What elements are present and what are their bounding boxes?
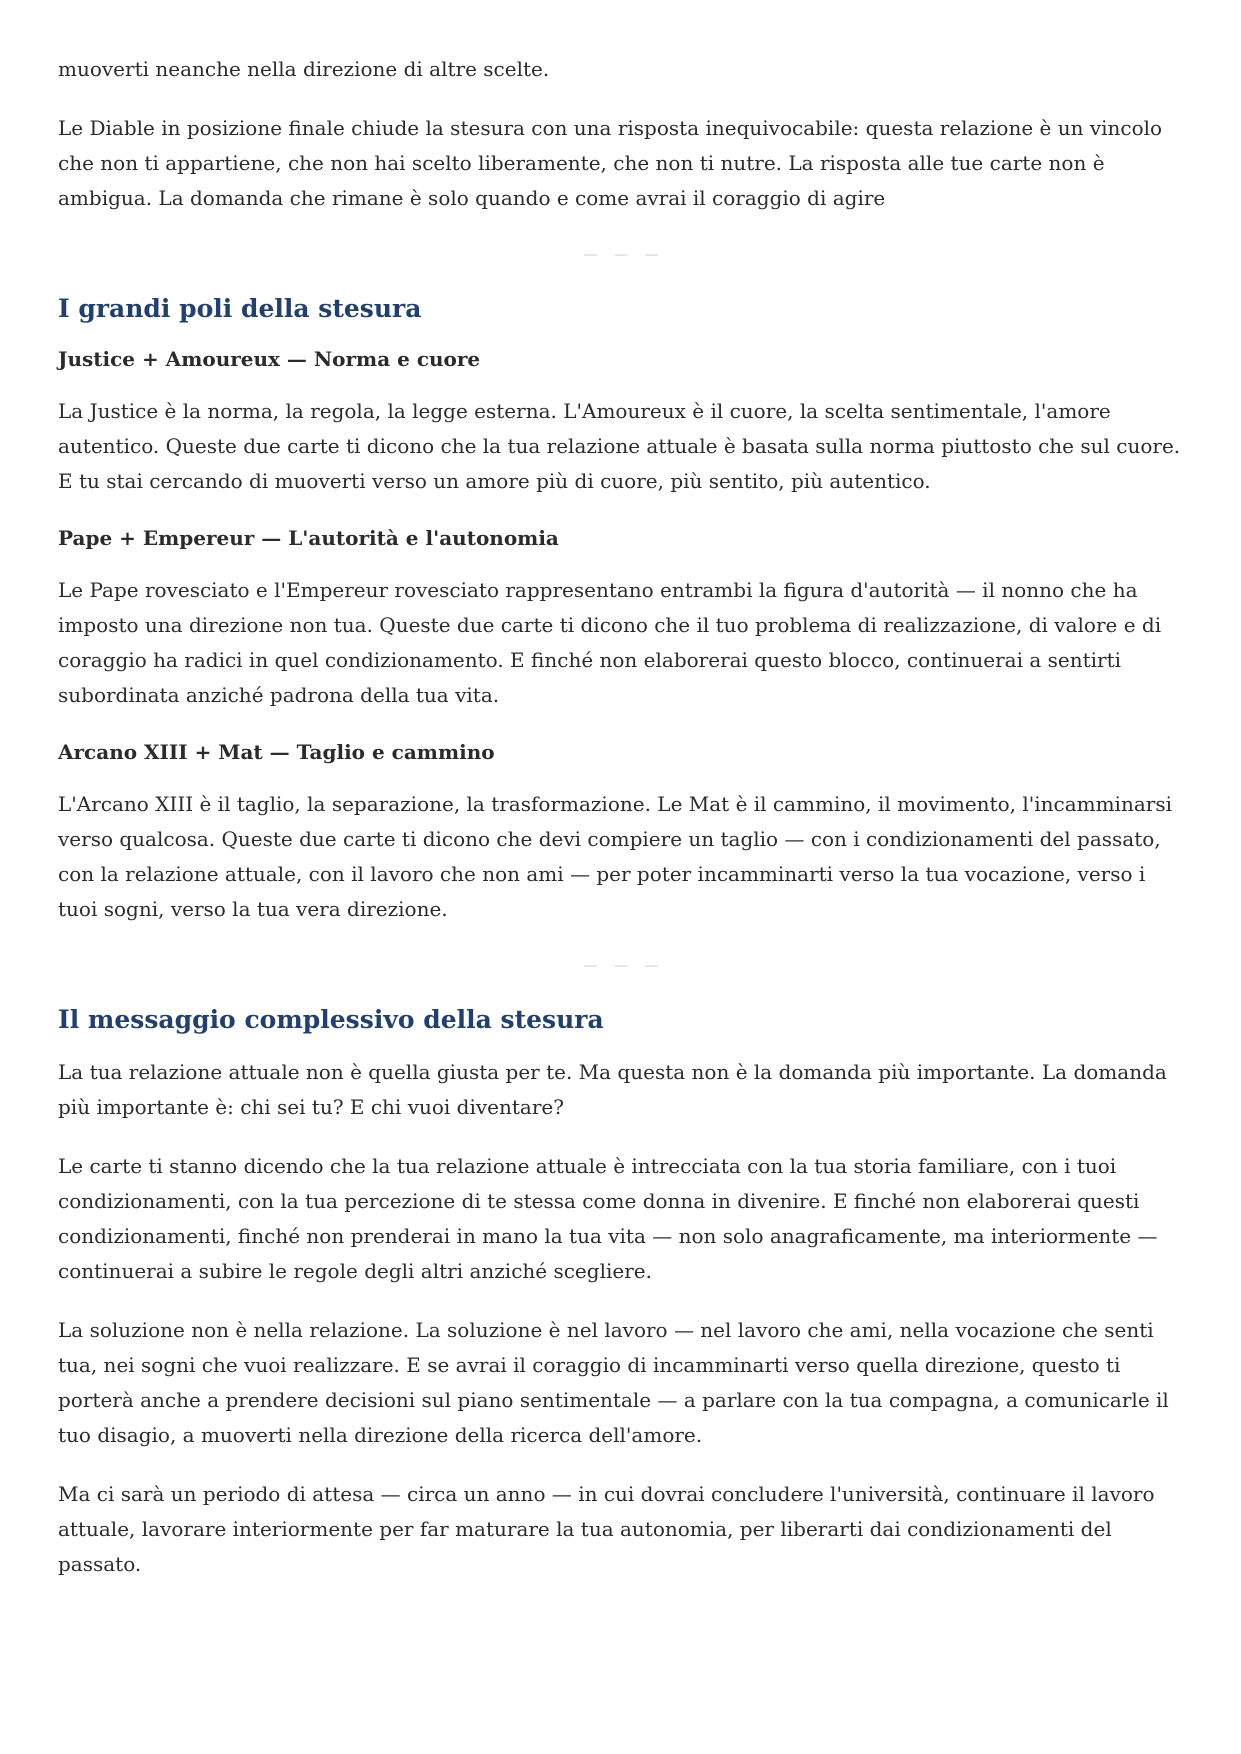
paragraph-message-2: Le carte ti stanno dicendo che la tua relazione attuale è intrecciata con la tua storia familiare, con i tuoi condizionamenti, con la tua percezione di te stessa come donna in divenire. E finché non elaborerai questi condizionamenti, finché non prenderai in mano la tua vita — non solo anagraficamente, ma interiormente — continuerai a subire le regole degli altri anziché scegliere. (58, 1154, 1158, 1283)
section-divider: — — — (583, 247, 665, 263)
paragraph-le-diable: Le Diable in posizione finale chiude la stesura con una risposta inequivocabile: questa relazione è un vincolo che non ti appartiene, che non hai scelto liberamente, che non ti nutre. La risposta alle tue carte non è ambigua. La domanda che rimane è solo quando e come avrai il coraggio di agire (58, 116, 1163, 210)
subheading-pape-empereur: Pape + Empereur — L'autorità e l'autonomia (58, 526, 559, 550)
paragraph-message-1: La tua relazione attuale non è quella giusta per te. Ma questa non è la domanda più importante. La domanda più importante è: chi sei tu? E chi vuoi diventare? (58, 1060, 1167, 1119)
paragraph-arcano-mat: L'Arcano XIII è il taglio, la separazione, la trasformazione. Le Mat è il cammino, il movimento, l'incamminarsi verso qualcosa. Queste due carte ti dicono che devi compiere un taglio — con i condizionamenti del passato, con la relazione attuale, con il lavoro che non ami — per poter incamminarti verso la tua vocazione, verso i tuoi sogni, verso la tua vera direzione. (58, 792, 1172, 921)
paragraph-pape-empereur: Le Pape rovesciato e l'Empereur rovesciato rappresentano entrambi la figura d'autorità — il nonno che ha imposto una direzione non tua. Queste due carte ti dicono che il tuo problema di realizzazione, di valore e di coraggio ha radici in quel condizionamento. E finché non elaborerai questo blocco, continuerai a sentirti subordinata anziché padrona della tua vita. (58, 578, 1162, 707)
section-title-message: Il messaggio complessivo della stesura (58, 1005, 604, 1034)
section-divider: — — — (583, 958, 665, 974)
paragraph-justice-amoureux: La Justice è la norma, la regola, la legge esterna. L'Amoureux è il cuore, la scelta sentimentale, l'amore autentico. Queste due carte ti dicono che la tua relazione attuale è basata sulla norma piuttosto che sul cuore. E tu stai cercando di muoverti verso un amore più di cuore, più sentito, più autentico. (58, 399, 1181, 493)
section-title-poles: I grandi poli della stesura (58, 294, 422, 323)
paragraph-message-4: Ma ci sarà un periodo di attesa — circa un anno — in cui dovrai concludere l'università, continuare il lavoro attuale, lavorare interiormente per far maturare la tua autonomia, per liberarti dai condizionamenti del passato. (58, 1482, 1155, 1576)
document-page (58, 52, 1190, 1606)
paragraph-message-3: La soluzione non è nella relazione. La soluzione è nel lavoro — nel lavoro che ami, nella vocazione che senti tua, nei sogni che vuoi realizzare. E se avrai il coraggio di incamminarti verso quella direzione, questo ti porterà anche a prendere decisioni sul piano sentimentale — a parlare con la tua compagna, a comunicarle il tuo disagio, a muoverti nella direzione della ricerca dell'amore. (58, 1318, 1169, 1447)
subheading-arcano-mat: Arcano XIII + Mat — Taglio e cammino (58, 740, 495, 764)
subheading-justice-amoureux: Justice + Amoureux — Norma e cuore (58, 347, 481, 371)
paragraph-continued: muoverti neanche nella direzione di altre scelte. (58, 57, 550, 81)
